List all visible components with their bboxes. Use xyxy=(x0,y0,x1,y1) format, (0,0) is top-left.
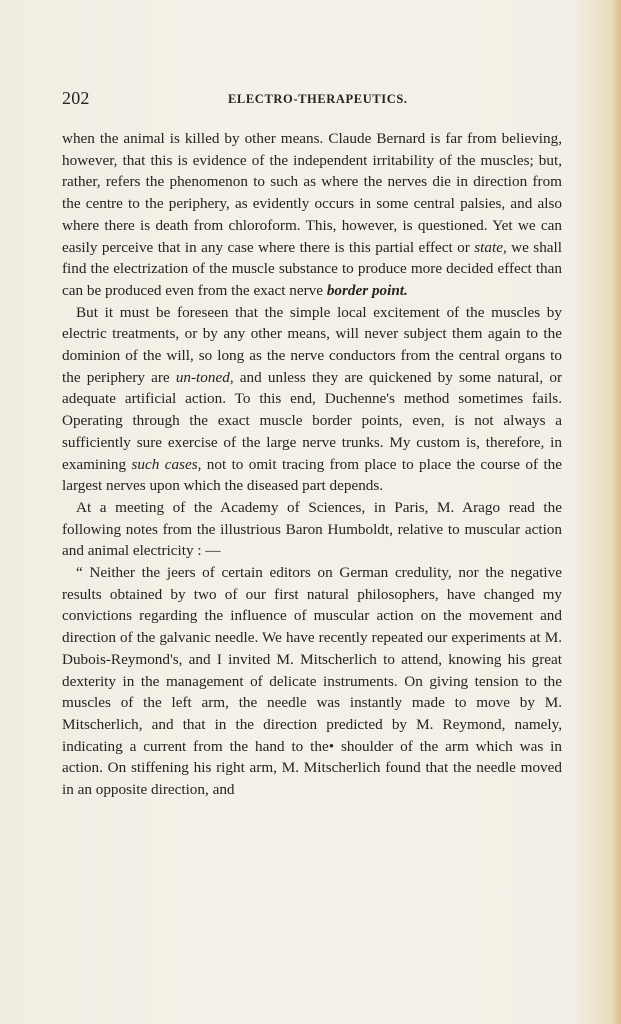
body-text xyxy=(62,128,562,801)
text-segment: “ Neither the jeers of certain editors on German credulity, nor the negative results obtained by two of our first natural philosophers, have changed my convictions regarding the influence of muscular action on the movement and direction of the galvanic needle. We have recently repeated our experiments at M. Dubois-Reymond's, and I invited M. Mitscherlich to attend, knowing his great dexterity in the management of delicate instruments. On giving tension to the muscles of the left arm, the needle was instantly made to move by M. Mitscherlich, and that in the direction predicted by M. Reymond, namely, indicating a current from the hand to the• shoulder of the arm which was in action. On stiffening his right arm, M. Mitscherlich found that the needle moved in an opposite direction, and xyxy=(62,564,562,799)
paragraph-3 xyxy=(62,497,562,562)
text-segment: , and unless they are quickened by some natural, or adequate artificial action. To this end, Duchenne's method sometimes fails. Operating through the exact muscle border points, even, is not always a sufficiently sure exercise of the large nerve trunks. My custom is, therefore, in examining xyxy=(62,368,563,473)
text-segment: But it must be foreseen that the simple local excitement of the muscles by electric treatments, or by any other means, will never subject them again to the dominion of the will, so long as the nerve conductors from the central organs to the periphery are xyxy=(62,303,562,386)
paragraph-1 xyxy=(62,128,562,302)
text-segment: At a meeting of the Academy of Sciences, in Paris, M. Arago read the following notes from the illustrious Baron Humboldt, relative to muscular action and animal electricity : — xyxy=(62,498,562,560)
running-head: ELECTRO-THERAPEUTICS. xyxy=(228,92,408,106)
italic-term-state: state xyxy=(474,238,503,256)
italic-term-such-cases: such cases xyxy=(131,455,198,473)
paragraph-4-quotation xyxy=(62,562,562,801)
text-segment: , not to omit tracing from place to place the course of the largest nerves upon which the diseased part depends. xyxy=(62,455,562,495)
text-segment: when the animal is killed by other means. Claude Bernard is far from believing, however, that this is evidence of the independent irritability of the muscles; but, rather, refers the phenomenon to such as where the nerves die in direction from the centre to the periphery, as evidently occurs in some central palsies, and also where there is death from chloroform. This, however, is questioned. Yet we can easily perceive that in any case where there is this partial effect or xyxy=(62,130,562,256)
page-edge-shadow xyxy=(613,0,621,1024)
paragraph-2 xyxy=(62,302,562,497)
italic-term-un-toned: un-toned xyxy=(175,368,230,386)
text-segment: , we shall find the electrization of the muscle substance to produce more decided effect than can be produced even from the exact nerve xyxy=(62,238,562,299)
page-header xyxy=(62,88,562,110)
page-number: 202 xyxy=(62,88,90,108)
bold-italic-term-border-point: border point. xyxy=(326,281,408,299)
